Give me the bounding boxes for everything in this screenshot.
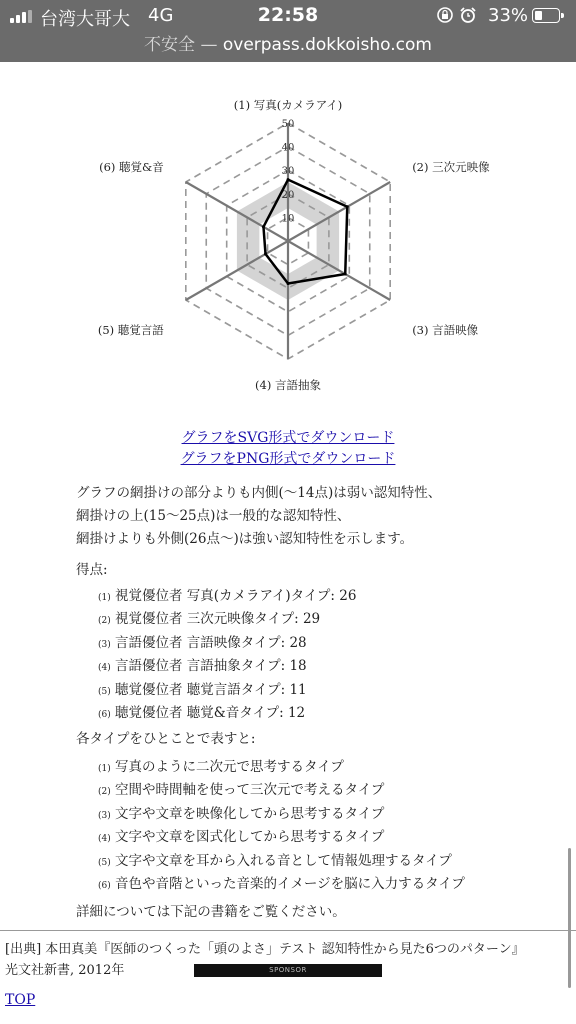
scores-heading: 得点: <box>76 562 108 578</box>
explanation-line: 網掛けよりも外側(26点〜)は強い認知特性を示します。 <box>76 531 414 547</box>
radar-data-point <box>344 273 347 276</box>
battery-level-fill <box>535 11 542 20</box>
score-text: 聴覚優位者 聴覚&音タイプ: 12 <box>115 705 306 722</box>
radar-data-point <box>346 205 349 208</box>
item-number: (4) <box>98 834 111 845</box>
radar-tick-label: 20 <box>281 189 295 201</box>
type-text: 文字や文章を耳から入れる音として情報処理するタイプ <box>115 852 452 869</box>
item-number: (4) <box>98 663 111 674</box>
score-text: 聴覚優位者 聴覚言語タイプ: 11 <box>115 681 307 698</box>
radar-tick-label: 10 <box>281 213 295 225</box>
types-heading: 各タイプをひとことで表すと: <box>76 731 256 747</box>
radar-axis-label: (6) 聴覚&音 <box>99 160 164 174</box>
radar-axis-label: (4) 言語抽象 <box>255 378 321 392</box>
radar-data-point <box>264 252 267 255</box>
score-item <box>98 680 356 703</box>
radar-data-point <box>262 225 265 228</box>
type-text: 空間や時間軸を使って三次元で考えるタイプ <box>115 782 385 799</box>
type-item <box>98 804 465 827</box>
radar-chart <box>0 62 576 402</box>
status-bar <box>0 0 576 32</box>
score-text: 言語優位者 言語抽象タイプ: 18 <box>115 658 307 675</box>
source-line: 光文社新書, 2012年 <box>5 963 125 978</box>
explanation-paragraph <box>76 482 441 551</box>
radar-data-point <box>287 282 290 285</box>
alarm-icon <box>459 6 477 24</box>
carrier-name: 台湾大哥大 <box>40 9 130 30</box>
sponsor-banner[interactable]: SPONSOR <box>194 964 382 977</box>
download-svg-link[interactable]: グラフをSVG形式でダウンロード <box>181 430 395 446</box>
type-text: 音色や音階といった音楽的イメージを脳に入力するタイプ <box>115 876 465 893</box>
radar-tick-label: 50 <box>281 119 295 130</box>
network-type: 4G <box>148 5 174 26</box>
item-number: (3) <box>98 810 111 821</box>
item-number: (1) <box>98 593 111 603</box>
type-item <box>98 851 465 874</box>
radar-tick-label: 40 <box>281 142 295 154</box>
radar-axis-label: (1) 写真(カメラアイ) <box>233 98 343 112</box>
item-number: (2) <box>98 616 111 627</box>
score-text: 視覚優位者 写真(カメラアイ)タイプ: 26 <box>115 588 357 604</box>
status-icons <box>436 6 477 24</box>
security-status: 不安全 <box>144 35 196 55</box>
score-item <box>98 586 356 609</box>
radar-tick-label: 30 <box>281 166 295 178</box>
download-links <box>0 428 576 470</box>
url-separator: — <box>195 35 223 55</box>
scrollbar[interactable] <box>568 848 571 988</box>
item-number: (1) <box>98 764 111 774</box>
explanation-line: 網掛けの上(15〜25点)は一般的な認知特性、 <box>76 508 351 524</box>
type-item <box>98 780 465 803</box>
score-item <box>98 703 356 726</box>
item-number: (5) <box>98 686 111 697</box>
types-list <box>98 757 465 897</box>
radar-data-point <box>287 178 290 181</box>
item-number: (6) <box>98 881 111 892</box>
item-number: (6) <box>98 710 111 721</box>
status-time: 22:58 <box>257 4 319 26</box>
type-item <box>98 757 465 780</box>
type-item <box>98 874 465 897</box>
explanation-line: グラフの網掛けの部分よりも内側(〜14点)は弱い認知特性、 <box>76 485 442 501</box>
item-number: (5) <box>98 857 111 868</box>
score-text: 言語優位者 言語映像タイプ: 28 <box>115 634 307 651</box>
scores-list <box>98 586 356 726</box>
item-number: (3) <box>98 639 111 650</box>
score-text: 視覚優位者 三次元映像タイプ: 29 <box>115 611 321 628</box>
type-text: 写真のように二次元で思考するタイプ <box>115 759 344 775</box>
top-link[interactable]: TOP <box>5 992 36 1008</box>
download-png-link[interactable]: グラフをPNG形式でダウンロード <box>180 451 396 467</box>
url-bar[interactable] <box>0 30 576 55</box>
battery-icon <box>532 8 560 23</box>
rotation-lock-icon <box>436 6 454 24</box>
radar-axis-label: (2) 三次元映像 <box>412 160 490 174</box>
battery-percent: 33% <box>488 5 529 26</box>
score-item <box>98 609 356 632</box>
score-item <box>98 656 356 679</box>
type-text: 文字や文章を図式化してから思考するタイプ <box>115 829 385 846</box>
type-item <box>98 827 465 850</box>
item-number: (2) <box>98 787 111 798</box>
browser-top-bar <box>0 0 576 62</box>
score-item <box>98 633 356 656</box>
radar-axis-label: (3) 言語映像 <box>412 323 479 337</box>
divider <box>0 930 576 931</box>
detail-text: 詳細については下記の書籍をご覧ください。 <box>76 904 346 920</box>
url-host: overpass.dokkoisho.com <box>222 35 432 55</box>
radar-axis-label: (5) 聴覚言語 <box>97 323 164 337</box>
source-line: [出典] 本田真美『医師のつくった「頭のよさ」テスト 認知特性から見た6つのパターン』 <box>5 942 525 957</box>
type-text: 文字や文章を映像化してから思考するタイプ <box>115 805 385 822</box>
